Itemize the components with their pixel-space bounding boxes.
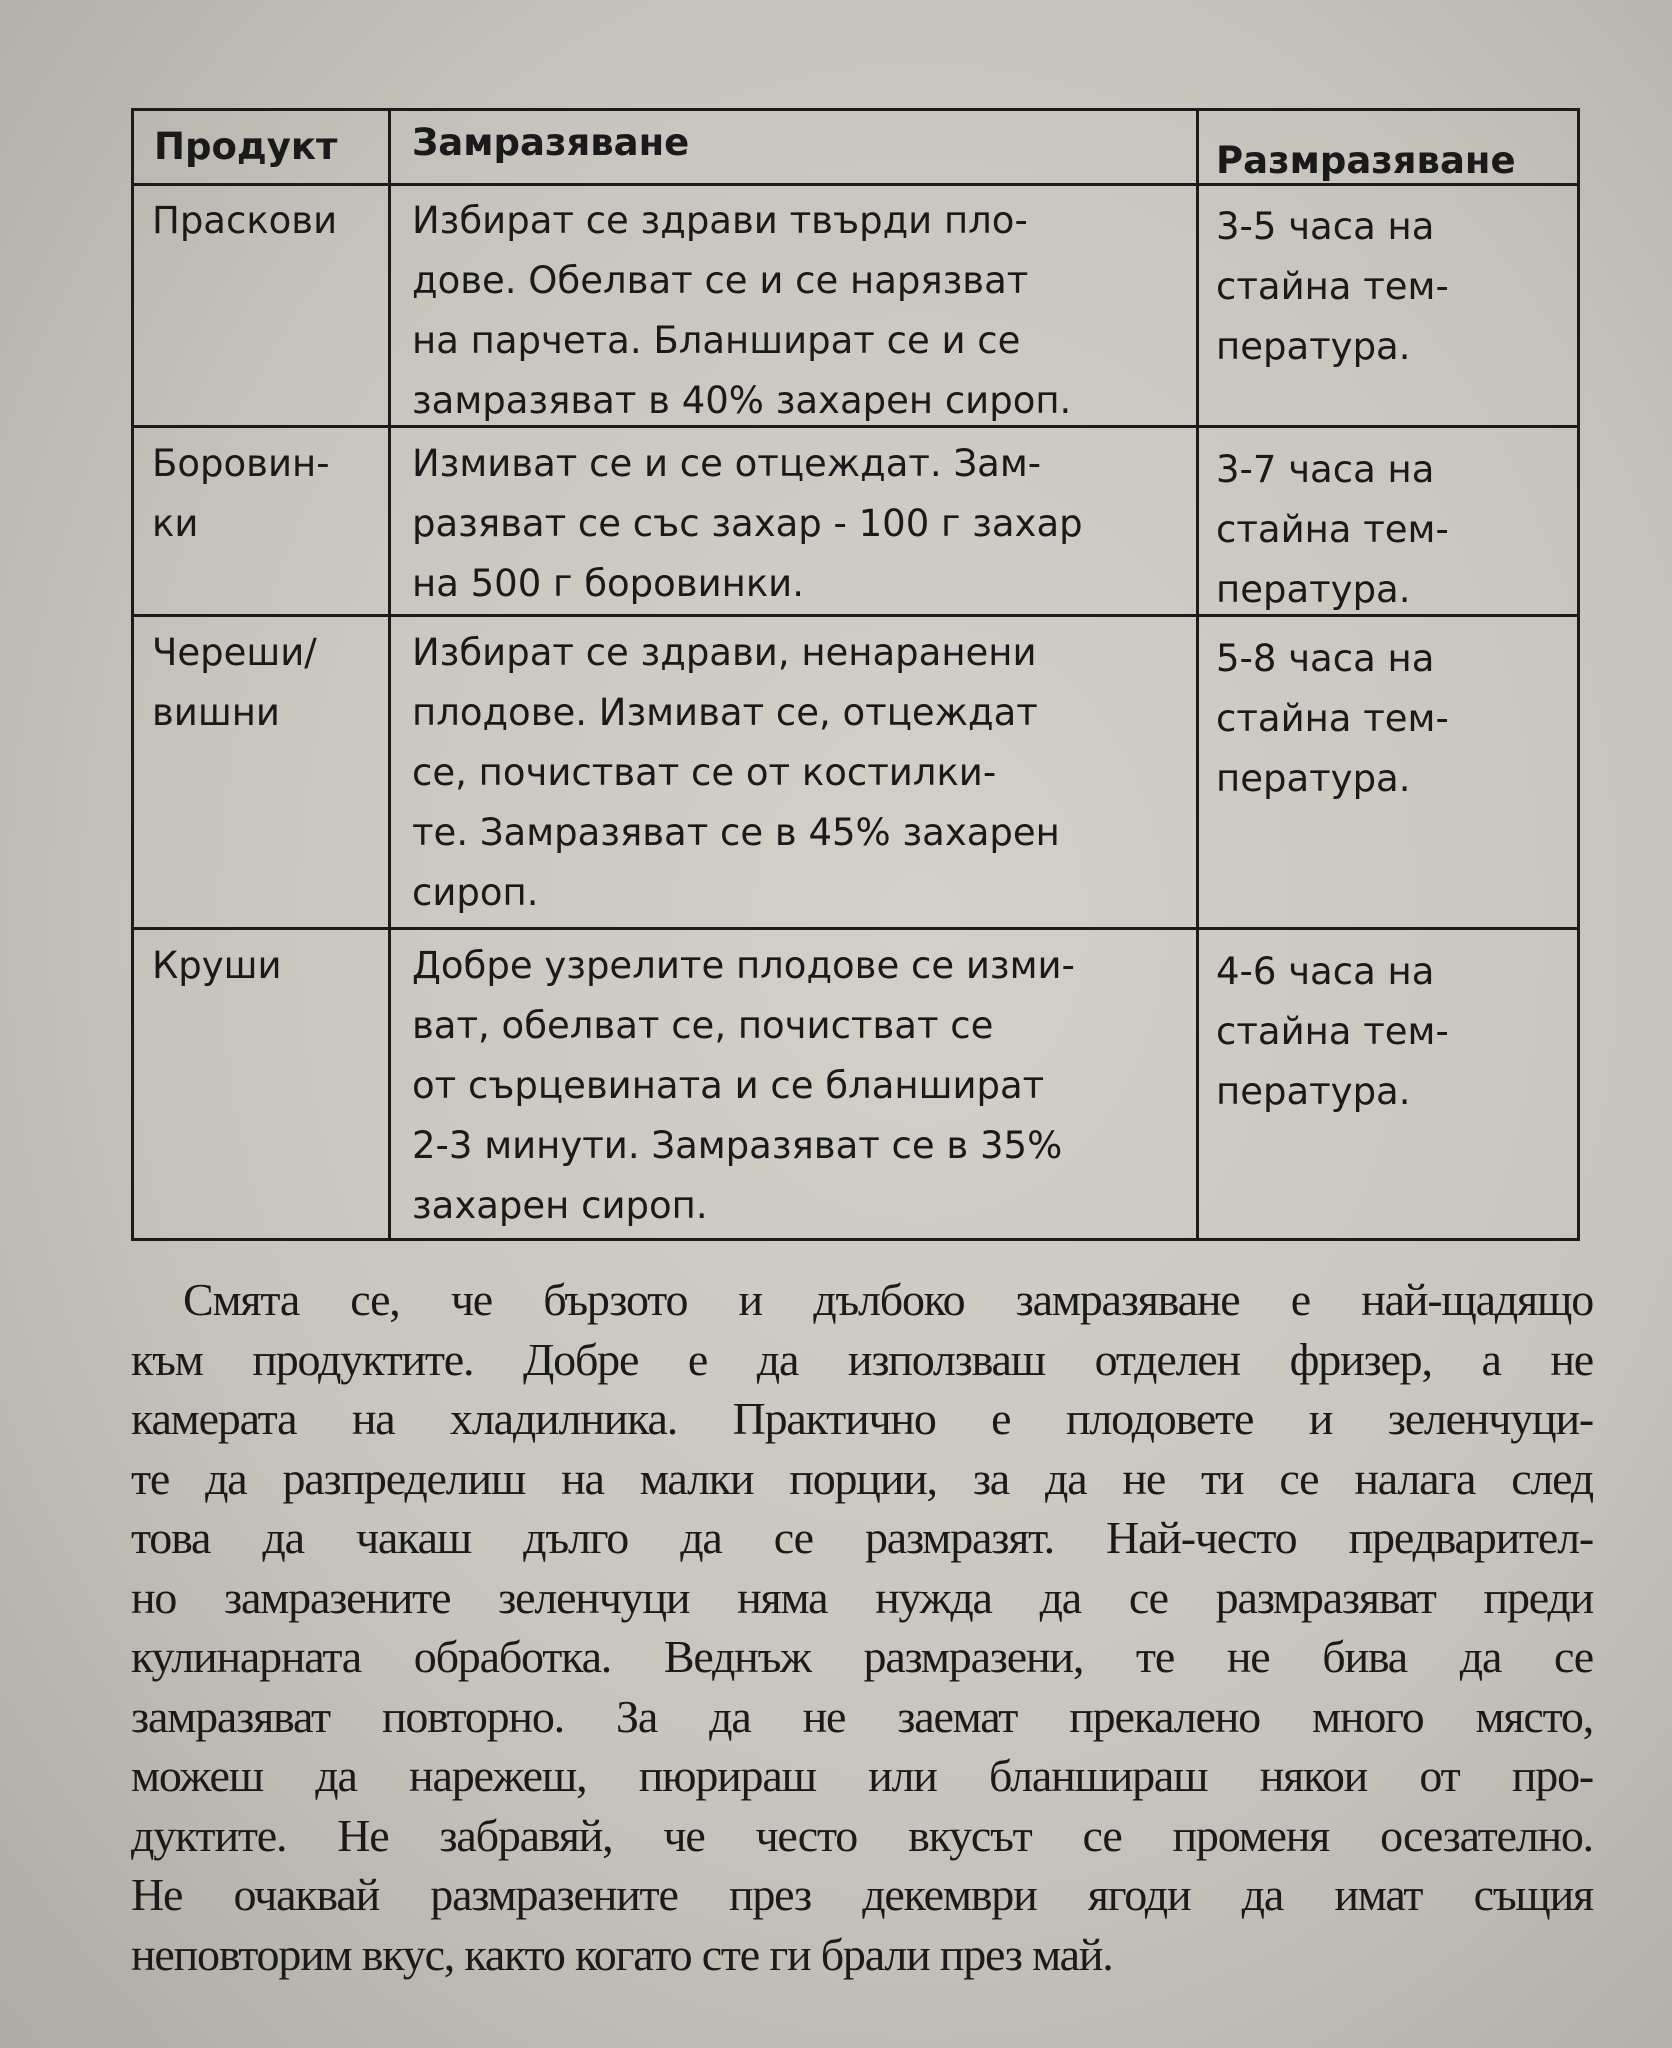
cell-line: на парчета. Бланшират се и се — [412, 319, 1021, 362]
cell-freezing — [412, 936, 1075, 1236]
paragraph-line: дуктите. Не забравяй, че често вкусът се променя осезателно. — [131, 1809, 1593, 1861]
cell-line: плодове. Измиват се, отцеждат — [412, 691, 1038, 734]
paragraph-line: към продуктите. Добре е да използваш отделен фризер, а не — [131, 1333, 1593, 1385]
cell-line: дове. Обелват се и се нарязват — [412, 259, 1029, 302]
cell-thawing — [1216, 629, 1449, 809]
column-divider — [1196, 111, 1199, 1238]
cell-line: стайна тем- — [1216, 508, 1449, 551]
cell-line: захарен сироп. — [412, 1184, 708, 1227]
column-divider — [388, 111, 391, 1238]
cell-line: пература. — [1216, 1070, 1411, 1113]
cell-line: разяват се със захар - 100 г захар — [412, 502, 1083, 545]
cell-product — [152, 191, 337, 251]
cell-line: Боровин- — [152, 442, 330, 485]
cell-line: Добре узрелите плодове се изми- — [412, 944, 1075, 987]
paragraph-line: камерата на хладилника. Практично е плодовете и зеленчуци- — [131, 1393, 1593, 1444]
cell-line: те. Замразяват се в 45% захарен — [412, 811, 1060, 854]
cell-line: пература. — [1216, 757, 1411, 800]
cell-line: Круши — [152, 944, 282, 987]
cell-line: 3-5 часа на — [1216, 205, 1435, 248]
cell-line: Праскови — [152, 199, 338, 242]
cell-line: 5-8 часа на — [1216, 637, 1435, 680]
paragraph-line: кулинарната обработка. Веднъж размразени, те не бива да се — [131, 1631, 1593, 1682]
paragraph-line: неповторим вкус, както когато сте ги брали през май. — [131, 1928, 1113, 1980]
cell-line: Избират се здрави, ненаранени — [412, 631, 1037, 674]
cell-line: Измиват се и се отцеждат. Зам- — [412, 442, 1042, 485]
paragraph-line: но замразените зеленчуци няма нужда да се размразяват преди — [131, 1571, 1593, 1623]
cell-line: Избират се здрави твърди пло- — [412, 199, 1028, 242]
freezing-table — [131, 108, 1580, 1241]
cell-product — [152, 936, 282, 996]
cell-line: замразяват в 40% захарен сироп. — [412, 379, 1072, 422]
cell-line: стайна тем- — [1216, 265, 1449, 308]
cell-line: 3-7 часа на — [1216, 448, 1435, 491]
cell-line: на 500 г боровинки. — [412, 562, 804, 605]
paragraph-line: можеш да нарежеш, пюрираш или бланшираш някои от про- — [131, 1750, 1593, 1801]
cell-line: 4-6 часа на — [1216, 950, 1435, 993]
cell-line: пература. — [1216, 568, 1411, 611]
header-product: Продукт — [154, 125, 338, 168]
cell-line: Череши/ — [152, 631, 317, 674]
header-freezing: Замразяване — [412, 121, 690, 164]
cell-thawing — [1216, 197, 1449, 377]
paragraph-line: те да разпределиш на малки порции, за да не ти се налага след — [131, 1452, 1593, 1504]
cell-line: вишни — [152, 691, 280, 734]
cell-product — [152, 434, 330, 554]
cell-line: 2-3 минути. Замразяват се в 35% — [412, 1124, 1063, 1167]
header-thawing: Размразяване — [1216, 139, 1516, 182]
cell-line: стайна тем- — [1216, 1010, 1449, 1053]
cell-thawing — [1216, 942, 1449, 1122]
body-paragraph — [131, 1270, 1593, 1984]
cell-thawing — [1216, 440, 1449, 620]
cell-line: ват, обелват се, почистват се — [412, 1004, 994, 1047]
cell-line: стайна тем- — [1216, 697, 1449, 740]
cell-line: ки — [152, 502, 199, 545]
paragraph-line: замразяват повторно. За да не заемат прекалено много място, — [131, 1690, 1593, 1742]
cell-freezing — [412, 434, 1083, 614]
paragraph-line: това да чакаш дълго да се размразят. Най-често предварител- — [131, 1512, 1593, 1563]
paragraph-line: Не очаквай размразените през декември ягоди да имат същия — [131, 1869, 1593, 1920]
cell-freezing — [412, 191, 1071, 431]
cell-freezing — [412, 623, 1060, 923]
paragraph-line: Смята се, че бързото и дълбоко замразяване е най-щадящо — [183, 1274, 1593, 1325]
cell-line: пература. — [1216, 325, 1411, 368]
cell-line: от сърцевината и се бланшират — [412, 1064, 1045, 1107]
cell-line: сироп. — [412, 871, 539, 914]
cell-product — [152, 623, 317, 743]
cell-line: се, почистват се от костилки- — [412, 751, 997, 794]
row-divider — [134, 927, 1577, 930]
